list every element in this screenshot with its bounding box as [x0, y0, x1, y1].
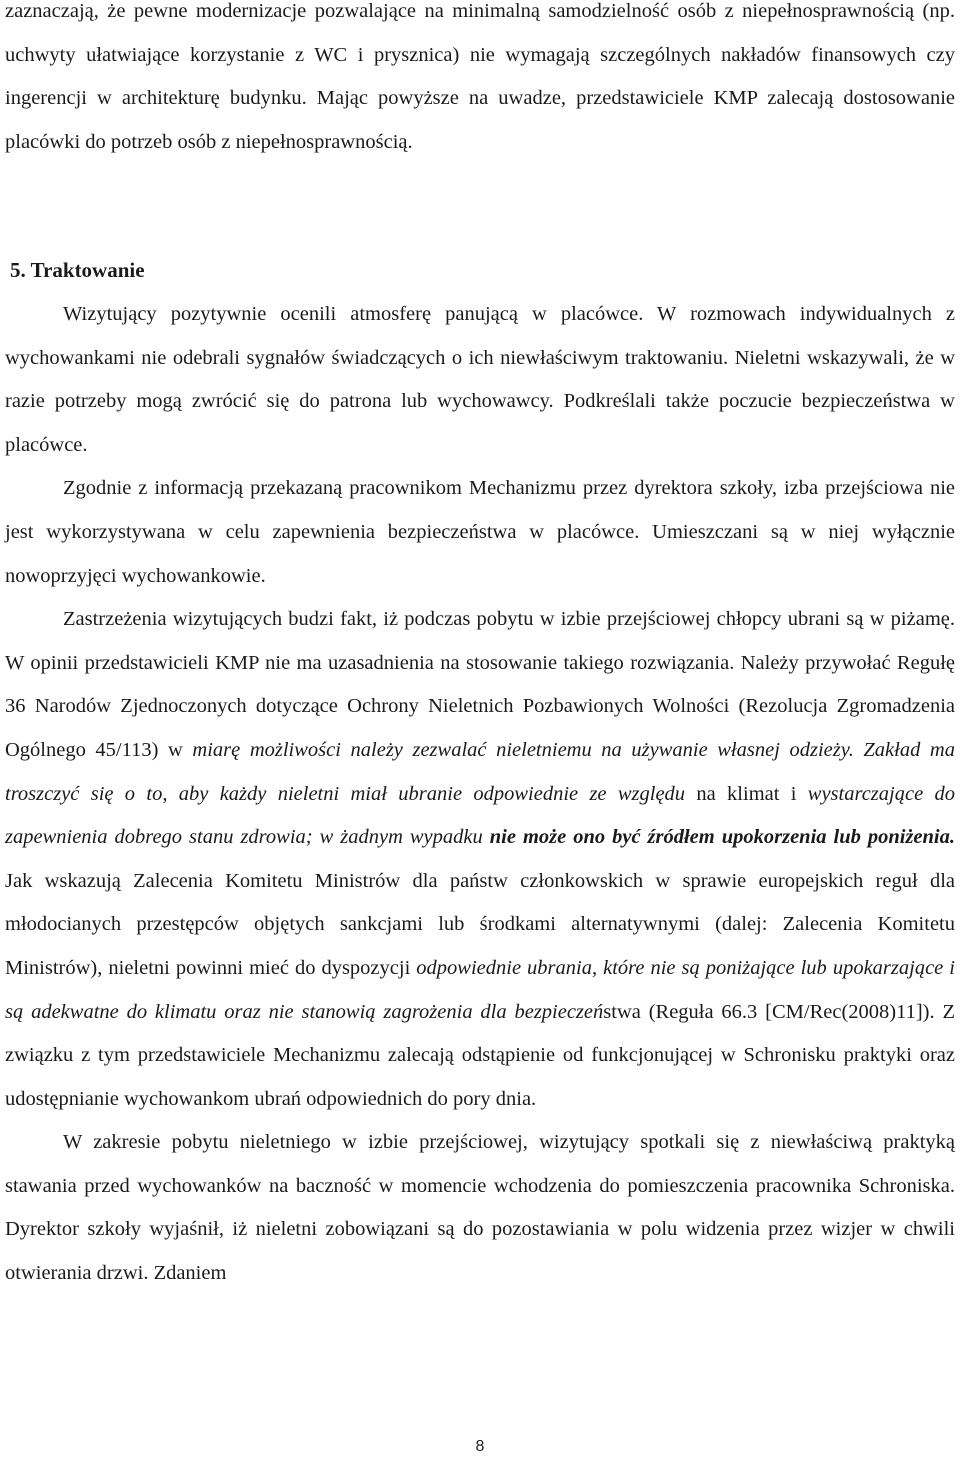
paragraph-text: stwa (Reguła 66.3 [CM/Rec(2008)11]). Z związku z tym przedstawiciele Mechanizmu zalecają odstąpienie od funkcjonującej w Schronisku praktyki oraz udostępnianie wychowankom ubrań odpowiednich do pory dnia.	[5, 1000, 955, 1110]
page-number: 8	[475, 1438, 485, 1455]
paragraph-pajamas	[5, 598, 955, 1121]
quoted-rule-bold-italic: nie może ono być źródłem upokorzenia lub poniżenia.	[489, 826, 956, 849]
paragraph-attention-stance	[5, 1121, 955, 1295]
quoted-rule-italic: wystarczające do zapewnienia dobrego stanu zdrowia; w żadnym wypadku	[5, 782, 955, 849]
heading-text: 5. Traktowanie	[10, 258, 145, 282]
quoted-recommendation-italic: odpowiednie ubrania, które nie są poniżające lub upokarzające i są adekwatne do klimatu oraz nie stanowią zagrożenia dla bezpieczeń	[5, 956, 955, 1023]
paragraph-transition-room	[5, 467, 955, 598]
paragraph-text: zaznaczają, że pewne modernizacje pozwalające na minimalną samodzielność osób z niepełnosprawnością (np. uchwyty ułatwiające korzystanie z WC i prysznica) nie wymagają szczególnych nakładów finansowych czy ingerencji w architekturę budynku. Mając powyższe na uwadze, przedstawiciele KMP zalecają dostosowanie placówki do potrzeb osób z niepełnosprawnością.	[5, 0, 955, 153]
paragraph-text: Zastrzeżenia wizytujących budzi fakt, iż podczas pobytu w izbie przejściowej chłopcy ubrani są w piżamę. W opinii przedstawicieli KMP nie ma uzasadnienia na stosowanie takiego rozwiązania. Należy przywołać Regułę 36 Narodów Zjednoczonych dotyczące Ochrony Nieletnich Pozbawionych Wolności (Rezolucja Zgromadzenia Ogólnego 45/113) w	[5, 608, 955, 761]
paragraph-accessibility	[5, 0, 955, 164]
paragraph-atmosphere	[5, 293, 955, 467]
paragraph-text: Zgodnie z informacją przekazaną pracownikom Mechanizmu przez dyrektora szkoły, izba przejściowa nie jest wykorzystywana w celu zapewnienia bezpieczeństwa w placówce. Umieszczani są w niej wyłącznie nowoprzyjęci wychowankowie.	[5, 477, 955, 587]
quoted-rule-italic: miarę możliwości należy zezwalać nieletniemu na używanie własnej odzieży. Zakład ma troszczyć się o to, aby każdy nieletni miał ubranie odpowiednie ze względu	[5, 738, 955, 805]
paragraph-text: W zakresie pobytu nieletniego w izbie przejściowej, wizytujący spotkali się z niewłaściwą praktyką stawania przed wychowanków na baczność w momencie wchodzenia do pomieszczenia pracownika Schroniska. Dyrektor szkoły wyjaśnił, iż nieletni zobowiązani są do pozostawiania w polu widzenia przez wizjer w chwili otwierania drzwi. Zdaniem	[5, 1131, 955, 1285]
section-heading	[5, 249, 955, 294]
paragraph-text: Wizytujący pozytywnie ocenili atmosferę panującą w placówce. W rozmowach indywidualnych z wychowankami nie odebrali sygnałów świadczących o ich niewłaściwym traktowaniu. Nieletni wskazywali, że w razie potrzeby mogą zwrócić się do patrona lub wychowawcy. Podkreślali także poczucie bezpieczeństwa w placówce.	[5, 303, 955, 456]
section-body	[5, 293, 955, 1296]
paragraph-text: na klimat i	[685, 782, 808, 805]
paragraph-text: Jak wskazują Zalecenia Komitetu Ministrów dla państw członkowskich w sprawie europejskich reguł dla młodocianych przestępców objętych sankcjami lub środkami alternatywnymi (dalej: Zalecenia Komitetu Ministrów), nieletni powinni mieć do dyspozycji	[5, 869, 955, 979]
